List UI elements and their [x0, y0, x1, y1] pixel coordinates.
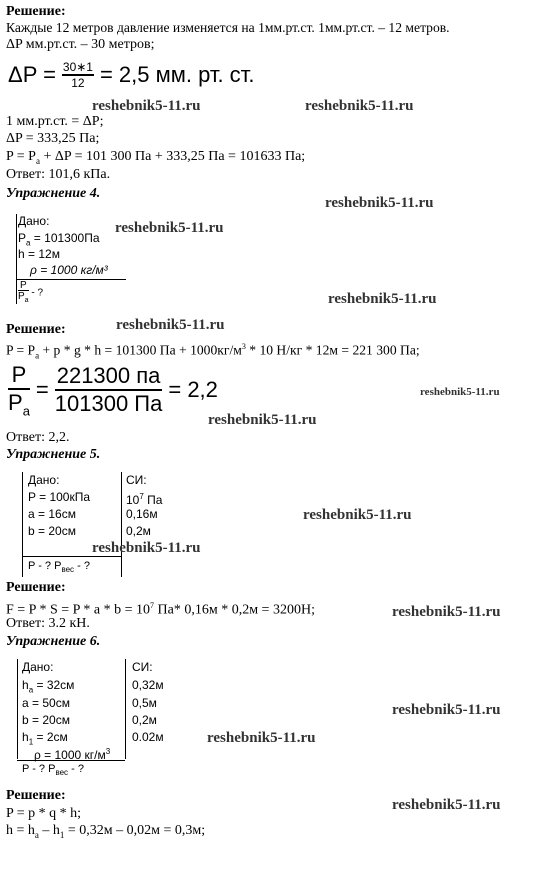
- given-label: Дано:: [28, 473, 60, 487]
- watermark: reshebnik5-11.ru: [325, 195, 434, 211]
- ratio-result: = 2,2: [168, 377, 218, 403]
- watermark: reshebnik5-11.ru: [92, 98, 201, 114]
- si-item: 0,16м: [126, 507, 158, 521]
- text-line: $P = P_a + p * g * h = 101300$ Па + $1000кг/м^3 * 10$ Н/кг * 12м = 221 300 Па;: [6, 342, 420, 361]
- ratio-value-numerator: 221300 па: [56, 363, 161, 389]
- text-line: 1 мм.рт.ст. = ΔP;: [6, 114, 104, 129]
- given-item: h = 12м: [18, 247, 60, 261]
- given-item: a = 50см: [22, 696, 70, 710]
- formula-denominator: 12: [71, 76, 85, 90]
- given-item: $h_a = 32см$: [22, 678, 75, 695]
- watermark: reshebnik5-11.ru: [305, 98, 414, 114]
- text-line: ΔP = 333,25 Па;: [6, 131, 100, 146]
- watermark: reshebnik5-11.ru: [392, 797, 501, 813]
- solution-heading: Решение:: [6, 4, 66, 19]
- watermark: reshebnik5-11.ru: [208, 412, 317, 428]
- formula: [8, 60, 254, 90]
- ratio-numerator: P: [11, 362, 27, 387]
- text-line: $h = h_a - h_1 = 0,32м - 0,02м = 0,3м$;: [6, 823, 206, 840]
- solution-heading: Решение:: [6, 322, 66, 337]
- given-item: P = 100кПа: [28, 490, 91, 504]
- find-item: $\frac{P}{P_a}$ - ?: [18, 280, 44, 304]
- divider: [17, 760, 125, 761]
- find-item: P - ? $P_{вес}$ - ?: [28, 560, 90, 575]
- text-line: Каждые 12 метров давление изменяется на 1мм.рт.ст. 1мм.рт.ст. – 12 метров.: [6, 20, 450, 35]
- formula-rhs: = 2,5 мм. рт. ст.: [99, 62, 255, 87]
- formula-numerator: 30∗1: [62, 60, 93, 74]
- solution-heading: Решение:: [6, 788, 66, 803]
- si-item: 0.02м: [132, 730, 164, 744]
- exercise-title: Упражнение 4.: [6, 186, 101, 201]
- text-line: $P = P_a + \Delta P = 101$ 300 Па + 333,25 Па = 101633 Па;: [6, 149, 306, 166]
- watermark: reshebnik5-11.ru: [420, 386, 500, 398]
- si-item: $10^7$ Па: [126, 492, 163, 507]
- given-item: b = 20см: [28, 524, 76, 538]
- given-item: ρ = 1000 кг/м³: [30, 263, 108, 277]
- given-item: $P_a = 101300Па$: [18, 231, 100, 248]
- watermark: reshebnik5-11.ru: [92, 540, 201, 556]
- divider: [17, 659, 18, 759]
- given-item: a = 16см: [28, 507, 76, 521]
- divider: [22, 472, 23, 577]
- ratio-denominator: $P_a$: [8, 390, 30, 419]
- ratio-formula: P $P_a$ = 221300 па 101300 Па = 2,2: [8, 362, 218, 419]
- answer: Ответ: 3.2 кН.: [6, 616, 90, 631]
- answer: Ответ: 2,2.: [6, 430, 70, 445]
- given-item: b = 20см: [22, 713, 70, 727]
- find-item: P - ? $P_{вес}$ - ?: [22, 763, 84, 778]
- given-label: Дано:: [22, 660, 54, 674]
- si-item: 0,2м: [126, 524, 151, 538]
- text-line: ΔP мм.рт.ст. – 30 метров;: [6, 37, 155, 52]
- watermark: reshebnik5-11.ru: [392, 702, 501, 718]
- exercise-title: Упражнение 5.: [6, 447, 101, 462]
- si-item: 0,32м: [132, 678, 164, 692]
- formula-lhs: ΔP =: [8, 62, 56, 87]
- given-label: Дано:: [18, 214, 50, 228]
- solution-heading: Решение:: [6, 580, 66, 595]
- watermark: reshebnik5-11.ru: [207, 730, 316, 746]
- divider: [125, 659, 126, 759]
- divider: [16, 214, 17, 304]
- watermark: reshebnik5-11.ru: [392, 604, 501, 620]
- watermark: reshebnik5-11.ru: [328, 291, 437, 307]
- given-item: $h_1 = 2см$: [22, 730, 68, 747]
- si-label: СИ:: [126, 473, 147, 487]
- watermark: reshebnik5-11.ru: [303, 507, 412, 523]
- text-line: $F = P * S = P * a * b = 10^7$ Па* 0,16м * 0,2м = 3200Н;: [6, 601, 315, 618]
- text-line: P = p * q * h;: [6, 806, 82, 821]
- ratio-value-denominator: 101300 Па: [54, 391, 163, 417]
- given-item: ρ = 1000 $кг/м^3$: [34, 747, 111, 762]
- si-item: 0,2м: [132, 713, 157, 727]
- si-label: СИ:: [132, 660, 153, 674]
- watermark: reshebnik5-11.ru: [115, 220, 224, 236]
- si-item: 0,5м: [132, 696, 157, 710]
- divider: [121, 472, 122, 577]
- answer: Ответ: 101,6 кПа.: [6, 167, 111, 182]
- exercise-title: Упражнение 6.: [6, 634, 101, 649]
- watermark: reshebnik5-11.ru: [116, 317, 225, 333]
